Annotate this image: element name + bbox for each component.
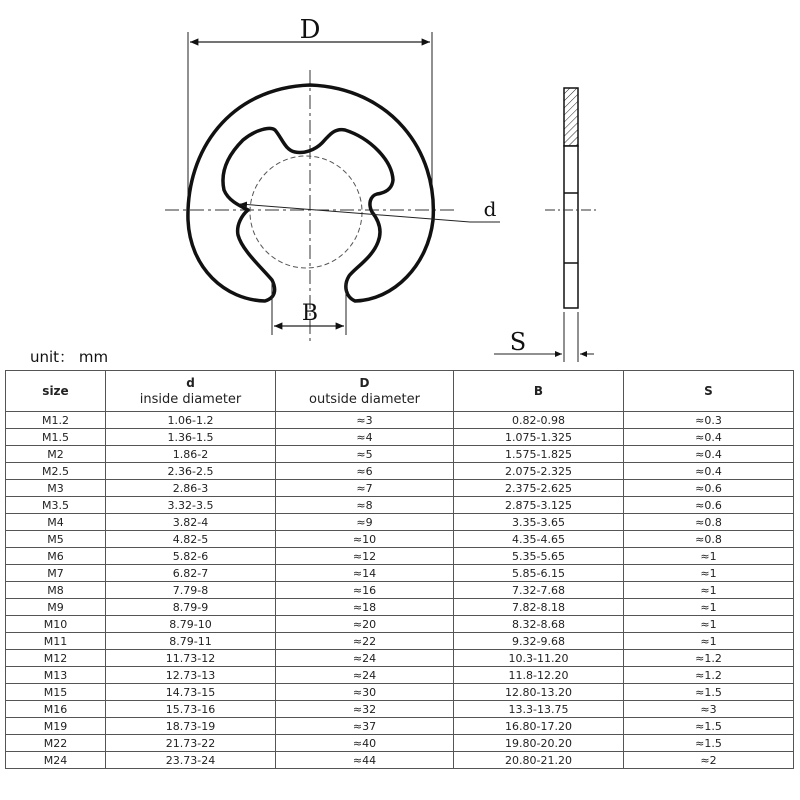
cell-size: M4 [6, 514, 106, 531]
cell-inside-diameter: 11.73-12 [106, 650, 276, 667]
cell-s: ≈2 [624, 752, 794, 769]
cell-outside-diameter: ≈7 [276, 480, 454, 497]
cell-s: ≈0.6 [624, 480, 794, 497]
cell-size: M13 [6, 667, 106, 684]
cell-outside-diameter: ≈24 [276, 667, 454, 684]
cell-size: M1.5 [6, 429, 106, 446]
table-row [6, 412, 794, 429]
cell-b: 0.82-0.98 [454, 412, 624, 429]
table-row [6, 565, 794, 582]
cell-inside-diameter: 2.86-3 [106, 480, 276, 497]
table-row [6, 463, 794, 480]
cell-inside-diameter: 5.82-6 [106, 548, 276, 565]
table-row [6, 752, 794, 769]
cell-outside-diameter: ≈12 [276, 548, 454, 565]
cell-outside-diameter: ≈20 [276, 616, 454, 633]
cell-b: 1.075-1.325 [454, 429, 624, 446]
cell-outside-diameter: ≈6 [276, 463, 454, 480]
e-clip-outline [188, 85, 433, 301]
cell-b: 2.375-2.625 [454, 480, 624, 497]
cell-inside-diameter: 6.82-7 [106, 565, 276, 582]
cell-inside-diameter: 8.79-9 [106, 599, 276, 616]
cell-size: M19 [6, 718, 106, 735]
cell-size: M3.5 [6, 497, 106, 514]
header-D: D outside diameter [276, 371, 454, 412]
cell-b: 11.8-12.20 [454, 667, 624, 684]
cell-s: ≈0.8 [624, 531, 794, 548]
cell-inside-diameter: 14.73-15 [106, 684, 276, 701]
cell-b: 7.32-7.68 [454, 582, 624, 599]
cell-size: M10 [6, 616, 106, 633]
cell-s: ≈1 [624, 616, 794, 633]
cell-inside-diameter: 1.06-1.2 [106, 412, 276, 429]
cell-b: 2.875-3.125 [454, 497, 624, 514]
cell-inside-diameter: 8.79-11 [106, 633, 276, 650]
cell-outside-diameter: ≈14 [276, 565, 454, 582]
table-row [6, 514, 794, 531]
cell-outside-diameter: ≈5 [276, 446, 454, 463]
cell-outside-diameter: ≈30 [276, 684, 454, 701]
cell-outside-diameter: ≈10 [276, 531, 454, 548]
cell-size: M15 [6, 684, 106, 701]
cell-inside-diameter: 3.32-3.5 [106, 497, 276, 514]
cell-b: 9.32-9.68 [454, 633, 624, 650]
table-row [6, 429, 794, 446]
cell-outside-diameter: ≈3 [276, 412, 454, 429]
cell-s: ≈0.8 [624, 514, 794, 531]
cell-s: ≈3 [624, 701, 794, 718]
cell-size: M9 [6, 599, 106, 616]
cell-b: 2.075-2.325 [454, 463, 624, 480]
header-row [6, 371, 794, 412]
cell-s: ≈1.5 [624, 718, 794, 735]
cell-b: 1.575-1.825 [454, 446, 624, 463]
header-size: size [6, 371, 106, 412]
cell-s: ≈1.2 [624, 667, 794, 684]
cell-b: 5.85-6.15 [454, 565, 624, 582]
cell-size: M3 [6, 480, 106, 497]
cell-b: 10.3-11.20 [454, 650, 624, 667]
dimension-B [272, 282, 346, 335]
cell-size: M6 [6, 548, 106, 565]
table-row [6, 480, 794, 497]
label-D: D [299, 15, 321, 45]
cell-inside-diameter: 2.36-2.5 [106, 463, 276, 480]
cell-size: M12 [6, 650, 106, 667]
cell-size: M1.2 [6, 412, 106, 429]
table-row [6, 531, 794, 548]
cell-inside-diameter: 1.36-1.5 [106, 429, 276, 446]
cell-s: ≈1 [624, 582, 794, 599]
cell-inside-diameter: 8.79-10 [106, 616, 276, 633]
cell-size: M22 [6, 735, 106, 752]
label-S: S [509, 328, 527, 356]
cell-size: M2 [6, 446, 106, 463]
unit-label: unit： mm [30, 348, 109, 366]
table-row [6, 582, 794, 599]
cell-outside-diameter: ≈40 [276, 735, 454, 752]
cell-s: ≈1 [624, 599, 794, 616]
cell-inside-diameter: 23.73-24 [106, 752, 276, 769]
cell-inside-diameter: 21.73-22 [106, 735, 276, 752]
table-row [6, 684, 794, 701]
table-row [6, 735, 794, 752]
cell-size: M5 [6, 531, 106, 548]
cell-s: ≈0.4 [624, 446, 794, 463]
cell-size: M2.5 [6, 463, 106, 480]
cell-size: M24 [6, 752, 106, 769]
cell-outside-diameter: ≈8 [276, 497, 454, 514]
cell-b: 3.35-3.65 [454, 514, 624, 531]
cell-b: 19.80-20.20 [454, 735, 624, 752]
cell-inside-diameter: 4.82-5 [106, 531, 276, 548]
table-row [6, 599, 794, 616]
side-view [545, 88, 597, 308]
table-row [6, 701, 794, 718]
cell-outside-diameter: ≈37 [276, 718, 454, 735]
cell-s: ≈0.6 [624, 497, 794, 514]
cell-s: ≈1 [624, 633, 794, 650]
cell-outside-diameter: ≈22 [276, 633, 454, 650]
e-clip-drawing [0, 0, 800, 370]
cell-b: 8.32-8.68 [454, 616, 624, 633]
cell-size: M7 [6, 565, 106, 582]
cell-s: ≈1 [624, 565, 794, 582]
cell-b: 7.82-8.18 [454, 599, 624, 616]
header-S: S [624, 371, 794, 412]
cell-b: 20.80-21.20 [454, 752, 624, 769]
table-row [6, 718, 794, 735]
cell-outside-diameter: ≈9 [276, 514, 454, 531]
table-row [6, 633, 794, 650]
cell-s: ≈0.4 [624, 429, 794, 446]
cell-b: 4.35-4.65 [454, 531, 624, 548]
cell-s: ≈1 [624, 548, 794, 565]
cell-inside-diameter: 18.73-19 [106, 718, 276, 735]
cell-outside-diameter: ≈32 [276, 701, 454, 718]
dimension-S [494, 312, 594, 362]
table-row [6, 616, 794, 633]
cell-b: 5.35-5.65 [454, 548, 624, 565]
spec-table [5, 370, 794, 769]
cell-size: M8 [6, 582, 106, 599]
cell-s: ≈0.4 [624, 463, 794, 480]
table-row [6, 497, 794, 514]
cell-outside-diameter: ≈16 [276, 582, 454, 599]
cell-s: ≈0.3 [624, 412, 794, 429]
cell-outside-diameter: ≈18 [276, 599, 454, 616]
cell-inside-diameter: 12.73-13 [106, 667, 276, 684]
cell-s: ≈1.5 [624, 684, 794, 701]
cell-outside-diameter: ≈44 [276, 752, 454, 769]
cell-inside-diameter: 7.79-8 [106, 582, 276, 599]
table-row [6, 667, 794, 684]
cell-inside-diameter: 3.82-4 [106, 514, 276, 531]
cell-b: 12.80-13.20 [454, 684, 624, 701]
cell-b: 16.80-17.20 [454, 718, 624, 735]
cell-outside-diameter: ≈24 [276, 650, 454, 667]
cell-s: ≈1.5 [624, 735, 794, 752]
header-B: B [454, 371, 624, 412]
cell-s: ≈1.2 [624, 650, 794, 667]
cell-inside-diameter: 1.86-2 [106, 446, 276, 463]
table-row [6, 650, 794, 667]
cell-b: 13.3-13.75 [454, 701, 624, 718]
cell-inside-diameter: 15.73-16 [106, 701, 276, 718]
cell-outside-diameter: ≈4 [276, 429, 454, 446]
table-row [6, 446, 794, 463]
table-row [6, 548, 794, 565]
header-d: d inside diameter [106, 371, 276, 412]
label-B: B [301, 301, 319, 326]
label-d: d [483, 197, 497, 221]
cell-size: M16 [6, 701, 106, 718]
cell-size: M11 [6, 633, 106, 650]
